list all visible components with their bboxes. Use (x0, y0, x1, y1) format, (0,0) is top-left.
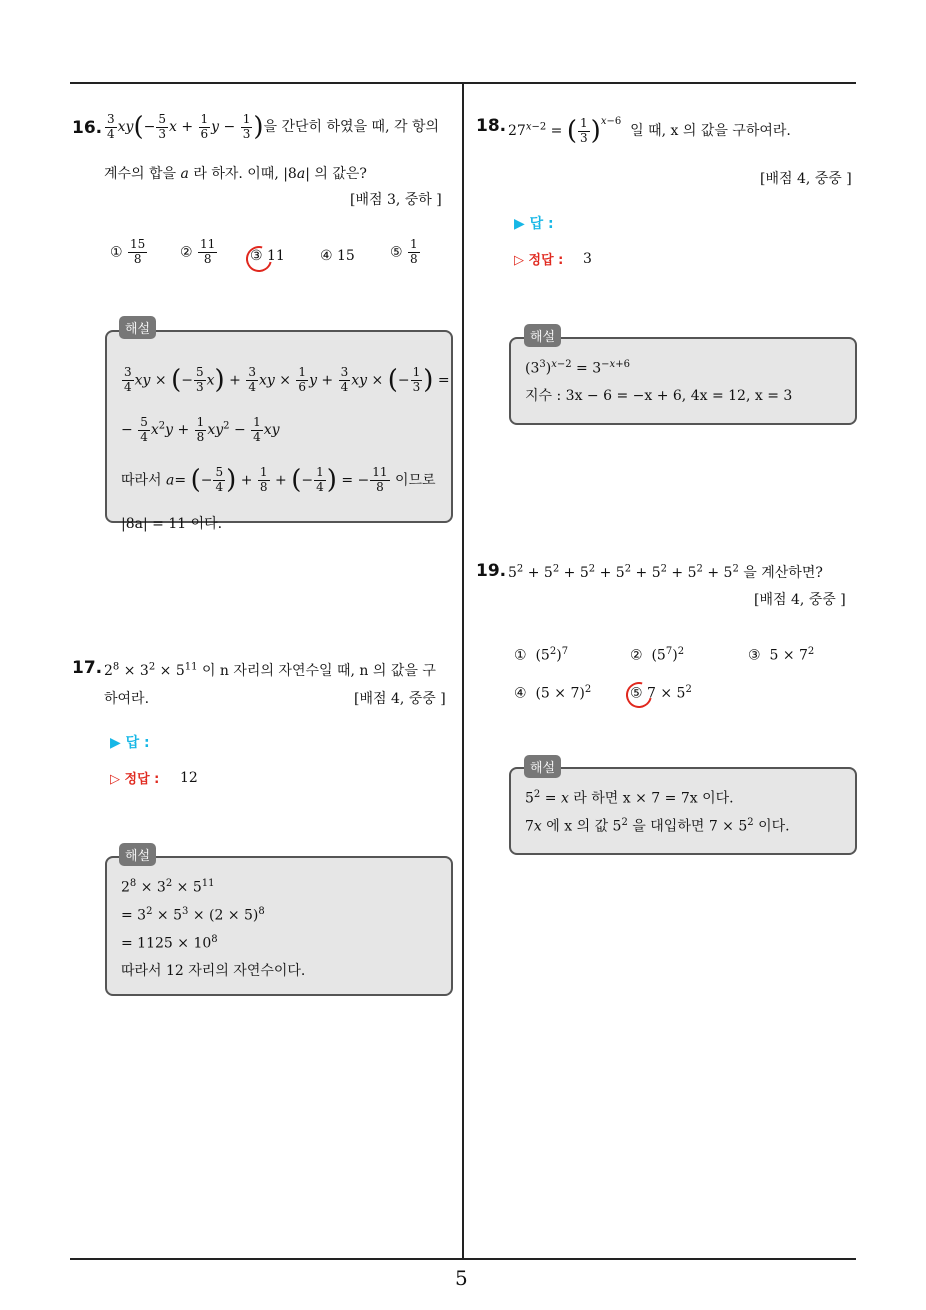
q18-question: $27^{x-2}$ = ( $\frac{1}{3}$ )$^{x-6}$ 일 때, x 의 값을 구하여라. (508, 115, 791, 146)
q18-correct-value: 3 (583, 251, 592, 267)
q18-sol-line2: 지수 : 3x − 6 = −x + 6, 4x = 12, x = 3 (525, 387, 793, 404)
q19-number: 19. (476, 561, 507, 581)
q19-question: $5^2 + 5^2 + 5^2 + 5^2 + 5^2 + 5^2 + 5^2$ 을 계산하면? (508, 563, 823, 581)
q16-question-line1: $\frac{3}{4}$ xy(− $\frac{5}{3}$ x + $\frac{1}{6}$ y − $\frac{1}{3}$ )을 간단히 하였을 때, 각 항의 (107, 111, 439, 142)
q16-sol-line2: − $\frac{5}{4}$ $x^2y$ + $\frac{1}{8}$ $xy^2$ − $\frac{1}{4}$ xy (121, 414, 280, 444)
q16-sol-line4: |8a| = 11 이다. (121, 516, 223, 532)
q17-question-line1: $2^8 \times 3^2 \times 5^{11}$ 이 n 자리의 자연수일 때, n 의 값을 구 (104, 661, 436, 679)
q19-solution-box (509, 767, 857, 855)
q17-solution-tag: 해설 (119, 843, 156, 866)
q18-solution-tag: 해설 (524, 324, 561, 347)
q16-number: 16. (72, 118, 103, 138)
page-number: 5 (455, 1266, 468, 1290)
q19-answer-mark (621, 677, 657, 713)
q19-sol-line1: $5^2 = x$ 라 하면 x × 7 = 7x 이다. (525, 789, 734, 807)
q18-meta: [배점 4, 중중 ] (760, 171, 852, 187)
q19-meta: [배점 4, 중중 ] (754, 592, 846, 608)
q16-choice-3[interactable]: ③ 11 (250, 248, 285, 264)
q16-question-line2: 계수의 합을 a 라 하자. 이때, |8a| 의 값은? (104, 166, 367, 182)
q19-solution-tag: 해설 (524, 755, 561, 778)
q19-choice-5[interactable]: ⑤ $7 \times 5^2$ (630, 684, 692, 702)
q19-choice-4[interactable]: ④ $(5 \times 7)^2$ (514, 684, 592, 702)
column-divider (462, 82, 464, 1258)
q17-sol-line4: 따라서 12 자리의 자연수이다. (121, 962, 306, 979)
q19-choice-1[interactable]: ① $(5^2)^7$ (514, 646, 569, 664)
q17-correct-value: 12 (180, 770, 198, 786)
q18-answer-label: ▶ 답 : (514, 216, 554, 232)
q17-sol-line3: = $1125 \times 10^8$ (121, 933, 218, 952)
q17-correct-label: ▷ 정답 : (110, 772, 160, 787)
q19-choice-2[interactable]: ② $(5^7)^2$ (630, 646, 685, 664)
q18-solution-box (509, 337, 857, 425)
q18-sol-line1: $(3^3)^{x-2} = 3^{-x+6}$ (525, 359, 630, 377)
q17-question-line2: 하여라. (104, 691, 150, 707)
q17-sol-line2: = $3^2 \times 5^3 \times (2 \times 5)^8$ (121, 905, 265, 924)
q18-correct-label: ▷ 정답 : (514, 253, 564, 268)
q19-choice-3[interactable]: ③ $5 \times 7^2$ (748, 646, 815, 664)
q17-sol-line1: $2^8 \times 3^2 \times 5^{11}$ (121, 878, 215, 896)
q16-solution-box (105, 330, 453, 532)
q17-meta: [배점 4, 중중 ] (354, 691, 446, 707)
q16-answer-mark (241, 241, 277, 277)
bottom-rule (70, 1258, 856, 1260)
q17-answer-label: ▶ 답 : (110, 735, 150, 751)
q17-solution-box (105, 856, 453, 996)
q16-choice-4[interactable]: ④ 15 (320, 248, 355, 264)
q16-meta: [배점 3, 중하 ] (350, 192, 442, 208)
q16-sol-line1: $\frac{3}{4}$ xy × (− $\frac{5}{3}$ x) + $\frac{3}{4}$ xy × $\frac{1}{6}$ y + $\frac{3}{4}$ xy × (− $\frac{1}{3}$ ) = (124, 365, 450, 395)
q16-sol-line3: 따라서 a= (− $\frac{5}{4}$ ) + $\frac{1}{8}$ + (− $\frac{1}{4}$ ) = − $\frac{11}{8}$ 이므로 (121, 465, 436, 495)
q16-choice-1[interactable]: ① $\frac{15}{8}$ (110, 237, 146, 266)
q18-number: 18. (476, 116, 507, 136)
q17-number: 17. (72, 658, 103, 678)
q16-choice-5[interactable]: ⑤ $\frac{1}{8}$ (390, 237, 418, 266)
q19-sol-line2: 7x 에 x 의 값 $5^2$ 을 대입하면 $7 \times 5^2$ 이다. (525, 816, 790, 835)
q16-choice-2[interactable]: ② $\frac{11}{8}$ (180, 237, 216, 266)
q16-solution-tag: 해설 (119, 316, 156, 339)
